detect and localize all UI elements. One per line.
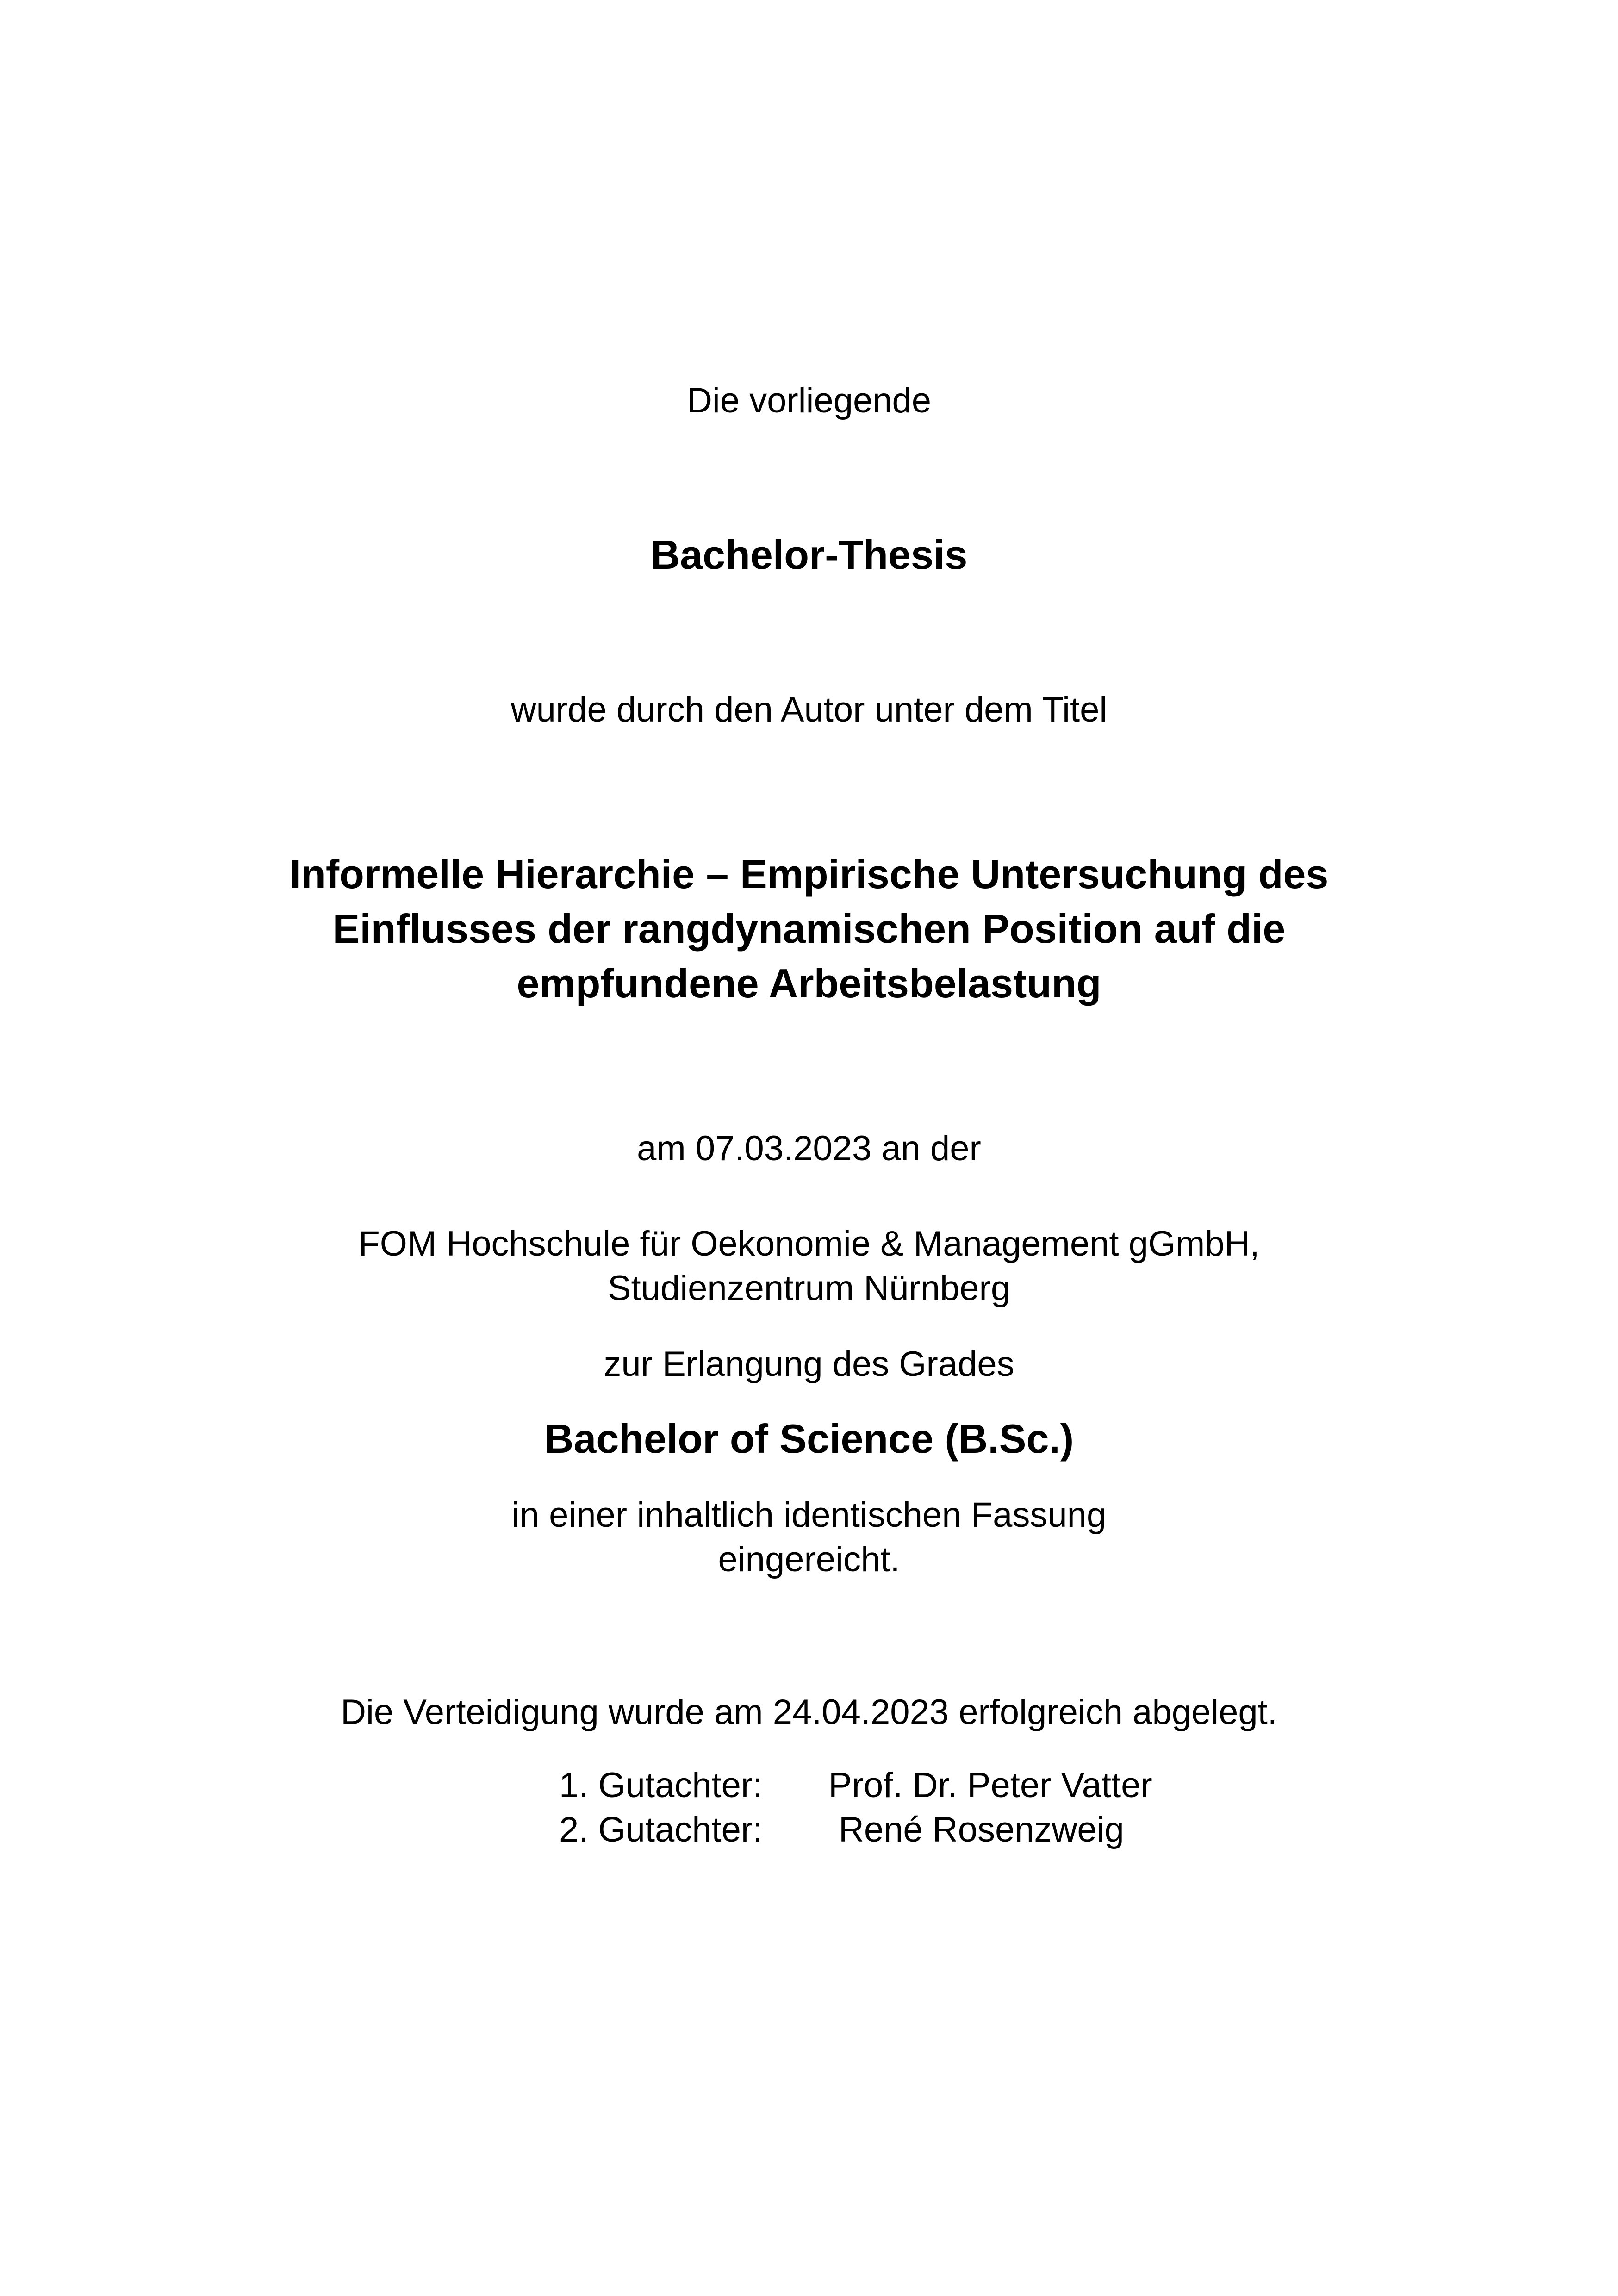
degree-heading: Bachelor of Science (B.Sc.)	[544, 1416, 1074, 1462]
submission-line-1: in einer inhaltlich identischen Fassung	[511, 1495, 1107, 1535]
intro-text: Die vorliegende	[686, 381, 932, 420]
institution-line-1: FOM Hochschule für Oekonomie & Management gGmbH,	[358, 1224, 1260, 1263]
degree-intro-text: zur Erlangung des Grades	[604, 1344, 1014, 1384]
thesis-type-heading: Bachelor-Thesis	[650, 532, 968, 578]
reviewer-1-label: 1. Gutachter:	[559, 1766, 763, 1805]
reviewer-2-name: René Rosenzweig	[839, 1810, 1124, 1849]
reviewer-2-label: 2. Gutachter:	[559, 1810, 763, 1849]
thesis-title-line-2: Einflusses der rangdynamischen Position auf die	[332, 906, 1286, 952]
by-author-text: wurde durch den Autor unter dem Titel	[510, 690, 1108, 729]
thesis-title-line-3: empfundene Arbeitsbelastung	[517, 960, 1101, 1006]
defense-text: Die Verteidigung wurde am 24.04.2023 erfolgreich abgelegt.	[341, 1692, 1277, 1732]
submission-line-2: eingereicht.	[718, 1540, 900, 1579]
reviewer-1-name: Prof. Dr. Peter Vatter	[828, 1766, 1152, 1805]
institution-line-2: Studienzentrum Nürnberg	[607, 1269, 1011, 1308]
submission-date-text: am 07.03.2023 an der	[637, 1129, 981, 1168]
thesis-title-line-1: Informelle Hierarchie – Empirische Untersuchung des	[289, 851, 1329, 897]
